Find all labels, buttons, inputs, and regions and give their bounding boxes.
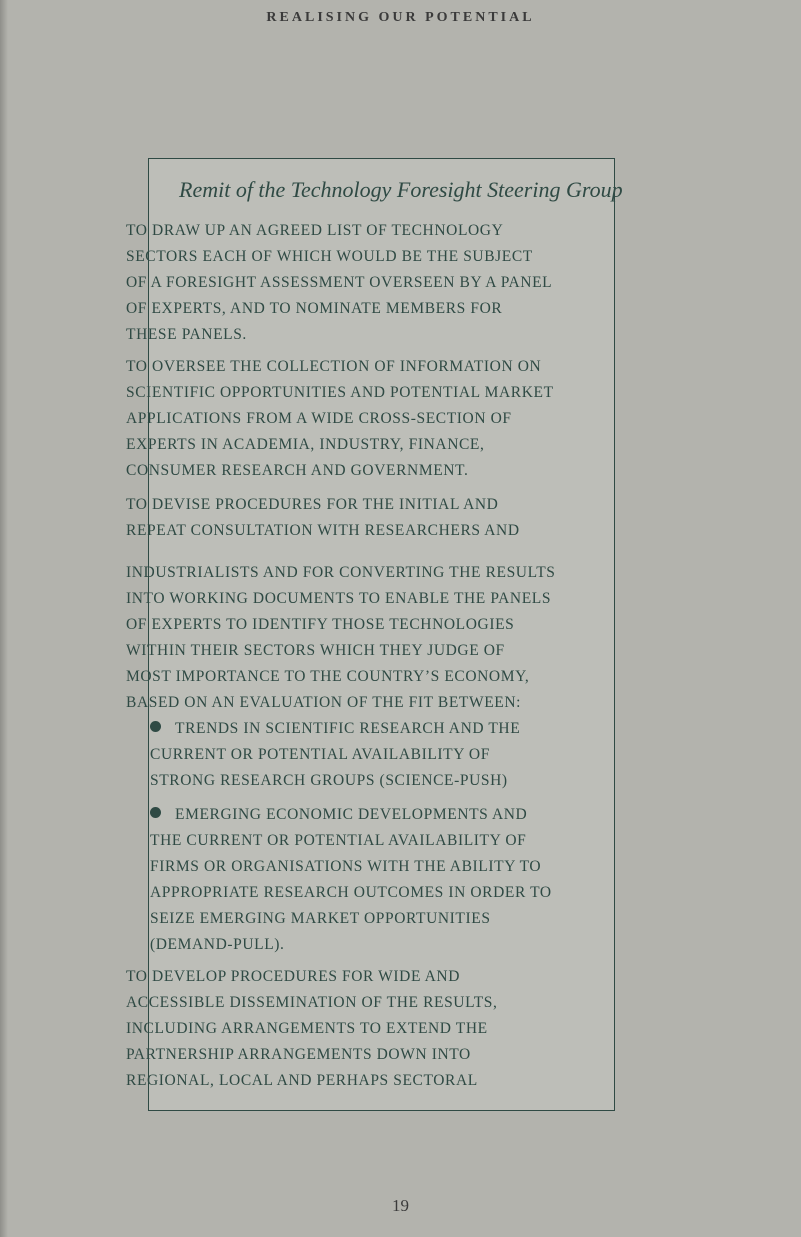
bullet-line: TRENDS IN SCIENTIFIC RESEARCH AND THE	[175, 720, 521, 737]
paragraph-line: OF A FORESIGHT ASSESSMENT OVERSEEN BY A PANEL	[126, 274, 553, 291]
bullet-item-2	[150, 806, 590, 962]
bullet-line: APPROPRIATE RESEARCH OUTCOMES IN ORDER TO	[150, 884, 552, 901]
paragraph-line: TO DEVISE PROCEDURES FOR THE INITIAL AND	[126, 496, 499, 513]
remit-paragraph-3	[126, 496, 596, 548]
bullet-line: THE CURRENT OR POTENTIAL AVAILABILITY OF	[150, 832, 527, 849]
paragraph-line: BASED ON AN EVALUATION OF THE FIT BETWEEN:	[126, 694, 522, 711]
panel-title: Remit of the Technology Foresight Steering Group	[179, 177, 623, 202]
paragraph-line: INCLUDING ARRANGEMENTS TO EXTEND THE	[126, 1020, 488, 1037]
bullet-line: SEIZE EMERGING MARKET OPPORTUNITIES	[150, 910, 491, 927]
paragraph-line: TO DEVELOP PROCEDURES FOR WIDE AND	[126, 968, 461, 985]
page-edge	[0, 0, 8, 1237]
bullet-icon	[150, 721, 161, 732]
bullet-icon	[150, 807, 161, 818]
remit-paragraph-4	[126, 564, 596, 720]
paragraph-line: CONSUMER RESEARCH AND GOVERNMENT.	[126, 462, 469, 479]
bullet-line: CURRENT OR POTENTIAL AVAILABILITY OF	[150, 746, 490, 763]
bullet-line: EMERGING ECONOMIC DEVELOPMENTS AND	[175, 806, 528, 823]
paragraph-line: PARTNERSHIP ARRANGEMENTS DOWN INTO	[126, 1046, 471, 1063]
page-number: 19	[392, 1196, 409, 1215]
bullet-line: (DEMAND-PULL).	[150, 936, 285, 953]
paragraph-line: OF EXPERTS, AND TO NOMINATE MEMBERS FOR	[126, 300, 503, 317]
remit-paragraph-2	[126, 358, 596, 488]
paragraph-line: WITHIN THEIR SECTORS WHICH THEY JUDGE OF	[126, 642, 505, 659]
remit-paragraph-1	[126, 222, 596, 352]
running-header: REALISING OUR POTENTIAL	[266, 10, 535, 25]
paragraph-line: ACCESSIBLE DISSEMINATION OF THE RESULTS,	[126, 994, 498, 1011]
paragraph-line: INTO WORKING DOCUMENTS TO ENABLE THE PANELS	[126, 590, 552, 607]
bullet-line: FIRMS OR ORGANISATIONS WITH THE ABILITY TO	[150, 858, 542, 875]
paragraph-line: TO DRAW UP AN AGREED LIST OF TECHNOLOGY	[126, 222, 504, 239]
paragraph-line: SCIENTIFIC OPPORTUNITIES AND POTENTIAL MARKET	[126, 384, 554, 401]
paragraph-line: REPEAT CONSULTATION WITH RESEARCHERS AND	[126, 522, 520, 539]
paragraph-line: REGIONAL, LOCAL AND PERHAPS SECTORAL	[126, 1072, 478, 1089]
bullet-item-1	[150, 720, 590, 798]
paragraph-line: SECTORS EACH OF WHICH WOULD BE THE SUBJECT	[126, 248, 533, 265]
paragraph-line: EXPERTS IN ACADEMIA, INDUSTRY, FINANCE,	[126, 436, 485, 453]
paragraph-line: TO OVERSEE THE COLLECTION OF INFORMATION ON	[126, 358, 542, 375]
paragraph-line: THESE PANELS.	[126, 326, 247, 343]
paragraph-line: APPLICATIONS FROM A WIDE CROSS-SECTION OF	[126, 410, 512, 427]
paragraph-line: OF EXPERTS TO IDENTIFY THOSE TECHNOLOGIES	[126, 616, 515, 633]
paragraph-line: INDUSTRIALISTS AND FOR CONVERTING THE RESULTS	[126, 564, 556, 581]
bullet-line: STRONG RESEARCH GROUPS (SCIENCE-PUSH)	[150, 772, 508, 789]
paragraph-line: MOST IMPORTANCE TO THE COUNTRY’S ECONOMY,	[126, 668, 530, 685]
remit-paragraph-5	[126, 968, 596, 1098]
